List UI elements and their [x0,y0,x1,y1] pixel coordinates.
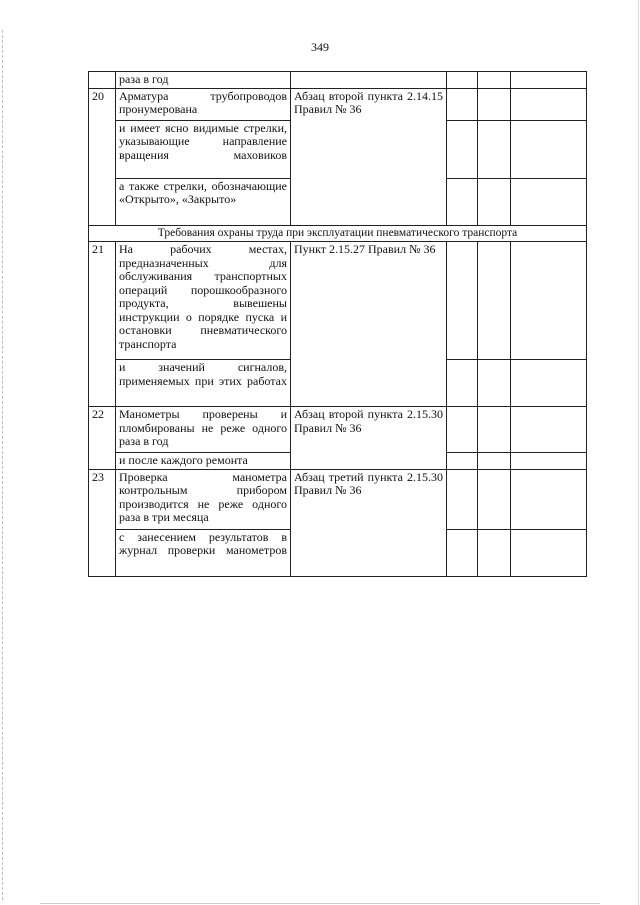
answer-no-cell [478,407,511,453]
note-cell [511,360,587,407]
requirement-text: а также стрелки, обозначающие «Открыто», «Закрыто» [116,178,291,225]
table-row-continuation [89,72,587,89]
page-number: 349 [311,40,329,54]
requirement-text: и значений сигналов, применяемых при этих работах [116,360,291,407]
row-number-cell [89,72,116,89]
note-cell [511,453,587,470]
legal-reference: Абзац второй пункта 2.14.15 Правил № 36 [291,88,447,225]
requirement-text: и имеет ясно видимые стрелки, указывающие направление вращения маховиков [116,120,291,178]
answer-no-cell [478,469,511,529]
section-heading: Требования охраны труда при эксплуатации пневматического транспорта [89,225,587,242]
note-cell [511,178,587,225]
answer-no-cell [478,529,511,576]
section-heading-row [89,225,587,242]
answer-no-cell [478,120,511,178]
row-number: 22 [89,407,116,470]
answer-yes-cell [447,242,478,360]
reference-cell [291,72,447,89]
answer-yes-cell [447,453,478,470]
requirement-text: Манометры проверены и пломбированы не реже одного раза в год [116,407,291,453]
note-cell [511,242,587,360]
answer-yes-cell [447,120,478,178]
table-row-23 [89,469,587,529]
answer-no-cell [478,178,511,225]
requirement-text: с занесением результатов в журнал проверки манометров [116,529,291,576]
answer-no-cell [478,242,511,360]
requirement-text: На рабочих местах, предназначенных для обслуживания транспортных операций порошкообразного продукта, вывешены инструкции о порядке пуска и остановки пневматического транспорта [116,242,291,360]
note-cell [511,529,587,576]
answer-no-cell [478,88,511,120]
legal-reference: Абзац второй пункта 2.15.30 Правил № 36 [291,407,447,470]
row-number: 21 [89,242,116,407]
table-row-21 [89,242,587,360]
answer-no-cell [478,360,511,407]
row-number: 23 [89,469,116,576]
scan-edge-right [638,0,639,905]
answer-yes-cell [447,88,478,120]
note-cell [511,120,587,178]
row-number: 20 [89,88,116,225]
note-cell [511,72,587,89]
answer-yes-cell [447,72,478,89]
answer-yes-cell [447,469,478,529]
note-cell [511,88,587,120]
note-cell [511,469,587,529]
checklist-table [88,71,587,577]
table-row-22 [89,407,587,453]
note-cell [511,407,587,453]
scan-edge-bottom [40,903,600,904]
scan-edge-left [2,30,3,900]
legal-reference: Абзац третий пункта 2.15.30 Правил № 36 [291,469,447,576]
answer-yes-cell [447,178,478,225]
requirement-text: Арматура трубопроводов пронумерована [116,88,291,120]
answer-yes-cell [447,407,478,453]
answer-no-cell [478,453,511,470]
answer-yes-cell [447,529,478,576]
legal-reference: Пункт 2.15.27 Правил № 36 [291,242,447,407]
table-row-20 [89,88,587,120]
answer-no-cell [478,72,511,89]
answer-yes-cell [447,360,478,407]
requirement-text: и после каждого ремонта [116,453,291,470]
requirement-cell: раза в год [116,72,291,89]
requirement-text: Проверка манометра контрольным прибором производится не реже одного раза в три месяца [116,469,291,529]
